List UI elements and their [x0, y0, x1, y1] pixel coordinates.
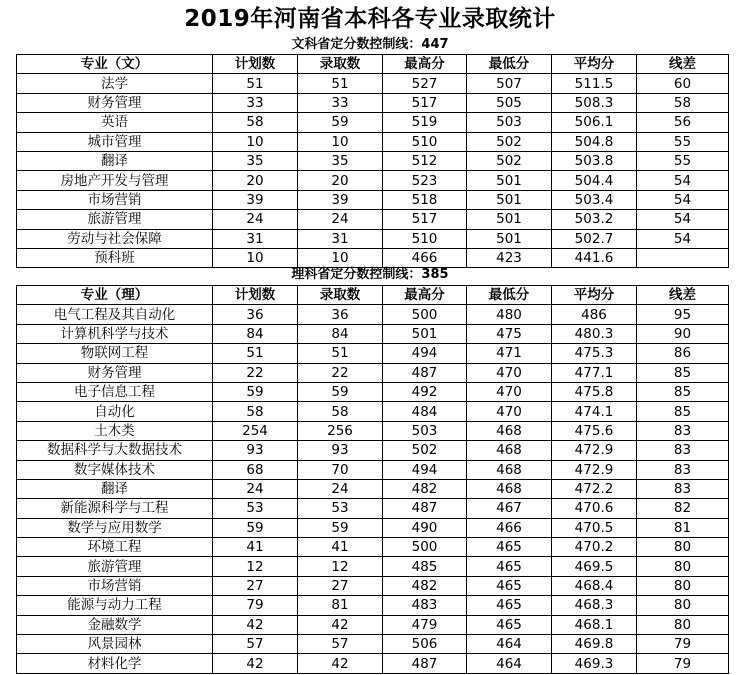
table-cell: 80: [637, 576, 729, 595]
li-table-body: [17, 305, 729, 673]
table-cell: 441.6: [552, 248, 637, 267]
table-cell: 33: [213, 93, 298, 112]
major-name-cell: 法学: [17, 74, 213, 93]
major-name-cell: 财务管理: [17, 93, 213, 112]
table-cell: 95: [637, 305, 729, 324]
table-cell: 12: [298, 557, 383, 576]
table-cell: 93: [213, 441, 298, 460]
table-cell: 465: [467, 615, 552, 634]
table-cell: 466: [467, 518, 552, 537]
table-cell: 27: [213, 576, 298, 595]
table-cell: 85: [637, 363, 729, 382]
column-header: 最低分: [467, 55, 552, 74]
table-cell: 468: [467, 421, 552, 440]
table-cell: 55: [637, 132, 729, 151]
table-cell: 80: [637, 615, 729, 634]
table-cell: 501: [467, 229, 552, 248]
table-cell: 479: [383, 615, 467, 634]
table-cell: 500: [383, 538, 467, 557]
table-cell: 83: [637, 460, 729, 479]
column-header: 平均分: [552, 286, 637, 305]
table-cell: 517: [383, 210, 467, 229]
table-cell: 24: [213, 479, 298, 498]
table-cell: 501: [383, 324, 467, 343]
table-cell: 503.8: [552, 151, 637, 170]
major-name-cell: 数据科学与大数据技术: [17, 441, 213, 460]
table-cell: 466: [383, 248, 467, 267]
table-cell: 83: [637, 479, 729, 498]
table-cell: 502.7: [552, 229, 637, 248]
table-cell: 93: [298, 441, 383, 460]
table-cell: 24: [298, 479, 383, 498]
table-cell: 482: [383, 576, 467, 595]
table-cell: 33: [298, 93, 383, 112]
table-cell: 527: [383, 74, 467, 93]
table-cell: 465: [467, 538, 552, 557]
table-cell: 472.9: [552, 460, 637, 479]
table-cell: 58: [213, 113, 298, 132]
table-cell: 54: [637, 171, 729, 190]
table-cell: 510: [383, 132, 467, 151]
table-row: [17, 171, 729, 190]
table-cell: 254: [213, 421, 298, 440]
major-name-cell: 英语: [17, 113, 213, 132]
table-row: [17, 93, 729, 112]
table-cell: 42: [213, 615, 298, 634]
table-cell: 475: [467, 324, 552, 343]
li-header-row: [17, 286, 729, 305]
table-cell: 56: [637, 113, 729, 132]
table-cell: 36: [298, 305, 383, 324]
column-header: 专业（理）: [17, 286, 213, 305]
table-cell: 465: [467, 596, 552, 615]
major-name-cell: 自动化: [17, 402, 213, 421]
li-table: [16, 285, 729, 674]
table-cell: 465: [467, 576, 552, 595]
table-row: [17, 113, 729, 132]
table-cell: 469.3: [552, 654, 637, 673]
table-cell: 518: [383, 190, 467, 209]
table-cell: 51: [213, 344, 298, 363]
column-header: 计划数: [213, 286, 298, 305]
table-cell: 505: [467, 93, 552, 112]
table-cell: 86: [637, 344, 729, 363]
major-name-cell: 预科班: [17, 248, 213, 267]
table-cell: 503.2: [552, 210, 637, 229]
table-cell: 477.1: [552, 363, 637, 382]
major-name-cell: 金融数学: [17, 615, 213, 634]
table-cell: 79: [213, 596, 298, 615]
major-name-cell: 房地产开发与管理: [17, 171, 213, 190]
table-cell: 469.8: [552, 635, 637, 654]
table-cell: 484: [383, 402, 467, 421]
table-row: [17, 499, 729, 518]
table-cell: 470.6: [552, 499, 637, 518]
table-row: [17, 421, 729, 440]
table-cell: 501: [467, 171, 552, 190]
table-row: [17, 479, 729, 498]
table-cell: 59: [213, 382, 298, 401]
table-cell: 465: [467, 557, 552, 576]
table-row: [17, 132, 729, 151]
table-row: [17, 151, 729, 170]
table-cell: 506: [383, 635, 467, 654]
table-row: [17, 190, 729, 209]
table-cell: 470: [467, 363, 552, 382]
table-cell: 482: [383, 479, 467, 498]
table-cell: 470.5: [552, 518, 637, 537]
table-cell: 494: [383, 344, 467, 363]
major-name-cell: 环境工程: [17, 538, 213, 557]
table-cell: 487: [383, 363, 467, 382]
table-cell: 504.4: [552, 171, 637, 190]
table-cell: 80: [637, 596, 729, 615]
table-cell: 42: [213, 654, 298, 673]
table-cell: 68: [213, 460, 298, 479]
column-header: 线差: [637, 55, 729, 74]
table-cell: 35: [213, 151, 298, 170]
table-cell: 502: [467, 151, 552, 170]
table-cell: 464: [467, 654, 552, 673]
table-cell: 54: [637, 210, 729, 229]
table-cell: 502: [467, 132, 552, 151]
table-cell: 58: [213, 402, 298, 421]
table-cell: 503: [383, 421, 467, 440]
table-cell: 59: [213, 518, 298, 537]
table-cell: 487: [383, 499, 467, 518]
table-cell: 468: [467, 479, 552, 498]
table-cell: 59: [298, 113, 383, 132]
table-cell: 90: [637, 324, 729, 343]
table-cell: 508.3: [552, 93, 637, 112]
table-cell: 84: [298, 324, 383, 343]
table-cell: 20: [298, 171, 383, 190]
table-row: [17, 635, 729, 654]
table-cell: 31: [298, 229, 383, 248]
table-cell: 503.4: [552, 190, 637, 209]
column-header: 录取数: [298, 286, 383, 305]
table-cell: 57: [298, 635, 383, 654]
table-cell: 41: [213, 538, 298, 557]
table-row: [17, 596, 729, 615]
table-cell: 70: [298, 460, 383, 479]
table-cell: 480.3: [552, 324, 637, 343]
table-cell: 51: [213, 74, 298, 93]
table-cell: 85: [637, 382, 729, 401]
major-name-cell: 物联网工程: [17, 344, 213, 363]
table-cell: 27: [298, 576, 383, 595]
table-row: [17, 74, 729, 93]
table-cell: 423: [467, 248, 552, 267]
table-cell: 512: [383, 151, 467, 170]
table-cell: 501: [467, 190, 552, 209]
table-cell: 24: [213, 210, 298, 229]
table-cell: 475.6: [552, 421, 637, 440]
table-cell: 468.1: [552, 615, 637, 634]
column-header: 最高分: [383, 55, 467, 74]
major-name-cell: 风景园林: [17, 635, 213, 654]
major-name-cell: 旅游管理: [17, 557, 213, 576]
table-cell: 492: [383, 382, 467, 401]
table-cell: 59: [298, 382, 383, 401]
table-cell: 10: [298, 248, 383, 267]
major-name-cell: 电子信息工程: [17, 382, 213, 401]
column-header: 专业（文）: [17, 55, 213, 74]
table-cell: 51: [298, 344, 383, 363]
table-row: [17, 382, 729, 401]
table-cell: 53: [213, 499, 298, 518]
table-cell: 57: [213, 635, 298, 654]
table-cell: 79: [637, 654, 729, 673]
major-name-cell: 劳动与社会保障: [17, 229, 213, 248]
table-cell: 503: [467, 113, 552, 132]
table-cell: 20: [213, 171, 298, 190]
table-row: [17, 460, 729, 479]
table-cell: 500: [383, 305, 467, 324]
table-cell: 54: [637, 229, 729, 248]
table-cell: 39: [298, 190, 383, 209]
table-cell: 523: [383, 171, 467, 190]
wen-table: [16, 54, 729, 268]
table-cell: 51: [298, 74, 383, 93]
table-cell: 470: [467, 402, 552, 421]
table-cell: 510: [383, 229, 467, 248]
table-cell: 469.5: [552, 557, 637, 576]
major-name-cell: 旅游管理: [17, 210, 213, 229]
major-name-cell: 新能源科学与工程: [17, 499, 213, 518]
table-cell: 470.2: [552, 538, 637, 557]
table-cell: 507: [467, 74, 552, 93]
table-cell: 487: [383, 654, 467, 673]
table-cell: 22: [213, 363, 298, 382]
table-cell: 31: [213, 229, 298, 248]
table-row: [17, 402, 729, 421]
wen-table-body: [17, 74, 729, 268]
major-name-cell: 数字媒体技术: [17, 460, 213, 479]
table-cell: 468: [467, 460, 552, 479]
table-cell: 494: [383, 460, 467, 479]
table-row: [17, 441, 729, 460]
table-cell: 474.1: [552, 402, 637, 421]
table-cell: 10: [213, 248, 298, 267]
table-cell: 472.9: [552, 441, 637, 460]
table-cell: 517: [383, 93, 467, 112]
table-row: [17, 229, 729, 248]
table-cell: 519: [383, 113, 467, 132]
table-cell: 10: [298, 132, 383, 151]
table-cell: 475.3: [552, 344, 637, 363]
major-name-cell: 能源与动力工程: [17, 596, 213, 615]
table-row: [17, 363, 729, 382]
table-cell: 42: [298, 615, 383, 634]
table-row: [17, 324, 729, 343]
table-cell: 81: [298, 596, 383, 615]
table-row: [17, 210, 729, 229]
table-cell: 22: [298, 363, 383, 382]
table-cell: 53: [298, 499, 383, 518]
major-name-cell: 数学与应用数学: [17, 518, 213, 537]
page-title: 2019年河南省本科各专业录取统计: [184, 6, 556, 32]
table-cell: 58: [637, 93, 729, 112]
table-row: [17, 344, 729, 363]
table-cell: 467: [467, 499, 552, 518]
table-cell: 58: [298, 402, 383, 421]
table-cell: 79: [637, 635, 729, 654]
table-cell: [637, 248, 729, 267]
table-cell: 502: [383, 441, 467, 460]
table-cell: 506.1: [552, 113, 637, 132]
table-cell: 42: [298, 654, 383, 673]
table-row: [17, 576, 729, 595]
table-cell: 471: [467, 344, 552, 363]
major-name-cell: 翻译: [17, 151, 213, 170]
major-name-cell: 土木类: [17, 421, 213, 440]
table-cell: 83: [637, 421, 729, 440]
table-cell: 81: [637, 518, 729, 537]
table-cell: 480: [467, 305, 552, 324]
table-cell: 485: [383, 557, 467, 576]
table-cell: 470: [467, 382, 552, 401]
major-name-cell: 财务管理: [17, 363, 213, 382]
table-cell: 468.4: [552, 576, 637, 595]
table-cell: 55: [637, 151, 729, 170]
table-cell: 256: [298, 421, 383, 440]
table-cell: 24: [298, 210, 383, 229]
table-cell: 85: [637, 402, 729, 421]
table-cell: 464: [467, 635, 552, 654]
li-control-line: 理科省定分数控制线：385: [291, 267, 449, 282]
table-row: [17, 305, 729, 324]
table-cell: 54: [637, 190, 729, 209]
table-row: [17, 538, 729, 557]
table-cell: 80: [637, 538, 729, 557]
table-cell: 504.8: [552, 132, 637, 151]
table-cell: 486: [552, 305, 637, 324]
table-cell: 82: [637, 499, 729, 518]
wen-control-line: 文科省定分数控制线：447: [291, 37, 449, 52]
table-cell: 80: [637, 557, 729, 576]
column-header: 平均分: [552, 55, 637, 74]
table-cell: 10: [213, 132, 298, 151]
major-name-cell: 计算机科学与技术: [17, 324, 213, 343]
table-cell: 511.5: [552, 74, 637, 93]
major-name-cell: 市场营销: [17, 576, 213, 595]
table-row: [17, 248, 729, 267]
column-header: 录取数: [298, 55, 383, 74]
table-cell: 36: [213, 305, 298, 324]
table-cell: 84: [213, 324, 298, 343]
table-cell: 39: [213, 190, 298, 209]
table-cell: 60: [637, 74, 729, 93]
table-cell: 35: [298, 151, 383, 170]
table-row: [17, 615, 729, 634]
table-cell: 472.2: [552, 479, 637, 498]
table-cell: 483: [383, 596, 467, 615]
column-header: 线差: [637, 286, 729, 305]
major-name-cell: 材料化学: [17, 654, 213, 673]
table-row: [17, 654, 729, 673]
major-name-cell: 电气工程及其自动化: [17, 305, 213, 324]
major-name-cell: 翻译: [17, 479, 213, 498]
column-header: 最低分: [467, 286, 552, 305]
table-cell: 475.8: [552, 382, 637, 401]
major-name-cell: 城市管理: [17, 132, 213, 151]
table-cell: 501: [467, 210, 552, 229]
column-header: 最高分: [383, 286, 467, 305]
table-cell: 468.3: [552, 596, 637, 615]
table-cell: 468: [467, 441, 552, 460]
table-cell: 41: [298, 538, 383, 557]
column-header: 计划数: [213, 55, 298, 74]
table-row: [17, 518, 729, 537]
table-cell: 12: [213, 557, 298, 576]
major-name-cell: 市场营销: [17, 190, 213, 209]
table-row: [17, 557, 729, 576]
table-cell: 490: [383, 518, 467, 537]
table-cell: 59: [298, 518, 383, 537]
wen-header-row: [17, 55, 729, 74]
table-cell: 83: [637, 441, 729, 460]
